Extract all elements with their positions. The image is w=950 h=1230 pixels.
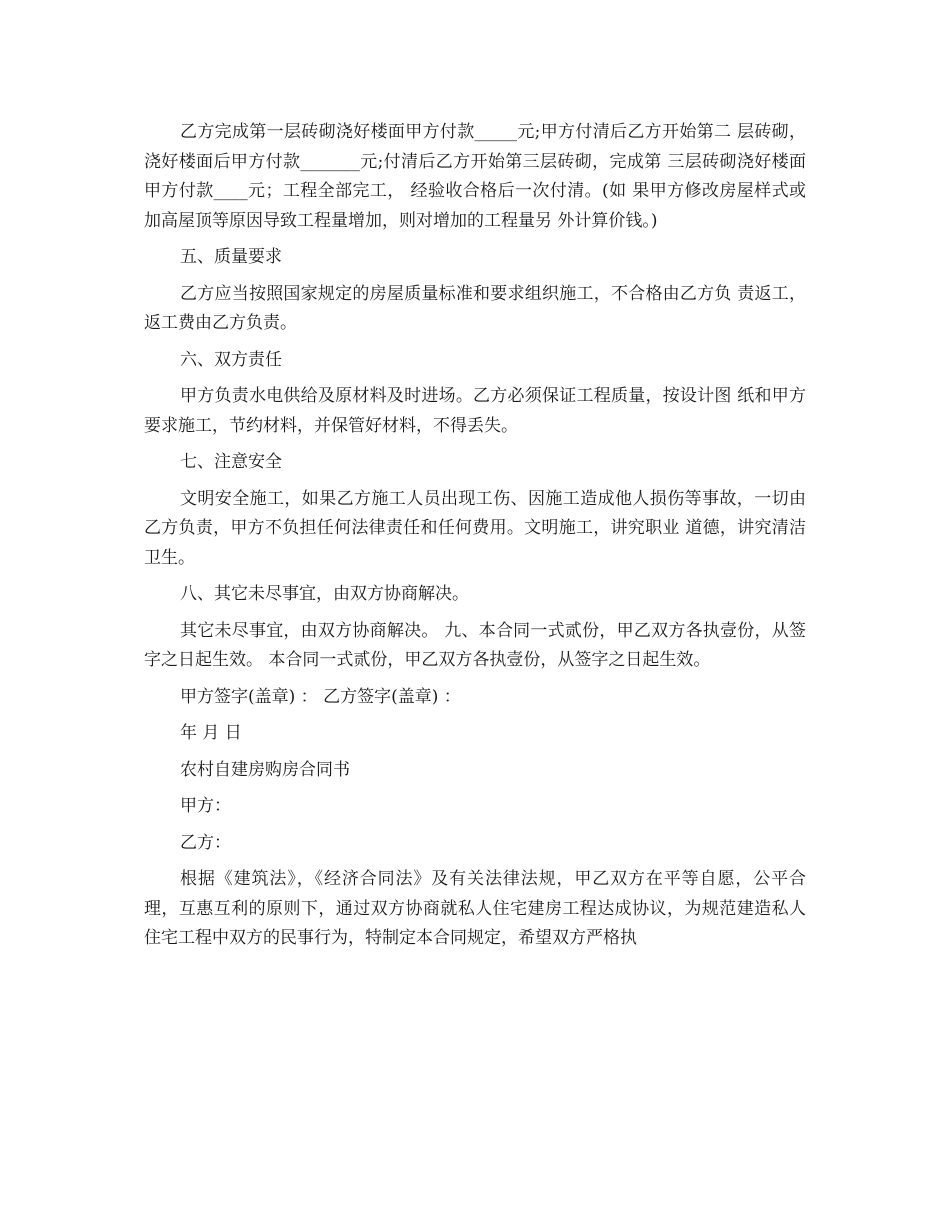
payment-schedule-paragraph: 乙方完成第一层砖砌浇好楼面甲方付款_____元;甲方付清后乙方开始第二 层砖砌，浇好楼面后甲方付款_______元;付清后乙方开始第三层砖砌，完成第 三层砖砌浇好楼面甲方付款____元；工程全部完工， 经验收合格后一次付清。(如 果甲方修改房屋样式或加高屋顶等原因导致工程量增加，则对增加的工程量另 外计算价钱。)	[144, 122, 806, 231]
date-line: 年 月 日	[180, 723, 242, 743]
section-heading-quality: 五、质量要求	[180, 247, 282, 267]
section-heading-other-matters: 八、其它未尽事宜，由双方协商解决。	[180, 584, 469, 604]
other-matters-paragraph: 其它未尽事宜，由双方协商解决。 九、本合同一式贰份，甲乙双方各执壹份，从签字之日起生效。 本合同一式贰份，甲乙双方各执壹份，从签字之日起生效。	[144, 620, 806, 670]
contract-title: 农村自建房购房合同书	[180, 759, 350, 780]
safety-paragraph: 文明安全施工，如果乙方施工人员出现工伤、因施工造成他人损伤等事故，一切由乙方负责，甲方不负担任何法律责任和任何费用。文明施工，讲究职业 道德，讲究清洁卫生。	[144, 488, 806, 568]
section-heading-safety: 七、注意安全	[180, 452, 282, 472]
document-body	[144, 118, 806, 954]
party-b-line: 乙方：	[180, 832, 231, 853]
signature-line: 甲方签字(盖章) ： 乙方签字(盖章) ：	[180, 686, 461, 707]
preamble-paragraph: 根据《建筑法》，《经济合同法》及有关法律法规，甲乙双方在平等自愿，公平合理，互惠互利的原则下，通过双方协商就私人住宅建房工程达成协议，为规范建造私人住宅工程中双方的民事行为，特制定本合同规定，希望双方严格执	[144, 869, 806, 948]
section-heading-responsibilities: 六、双方责任	[180, 349, 282, 370]
party-a-line: 甲方：	[180, 796, 231, 816]
quality-paragraph: 乙方应当按照国家规定的房屋质量标准和要求组织施工，不合格由乙方负 责返工，返工费由乙方负责。	[144, 283, 806, 333]
responsibilities-paragraph: 甲方负责水电供给及原材料及时进场。乙方必须保证工程质量，按设计图 纸和甲方要求施工，节约材料，并保管好材料，不得丢失。	[144, 386, 806, 436]
